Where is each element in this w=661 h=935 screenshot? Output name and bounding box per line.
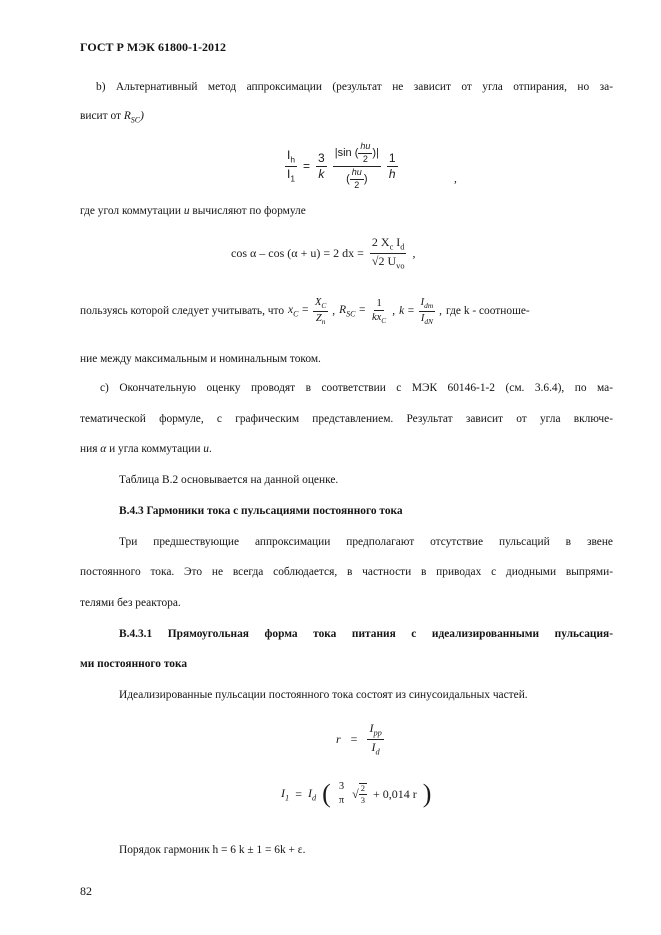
- item-b-sub: SC: [130, 115, 141, 125]
- item-c-line3: ния α и угла коммутации u.: [80, 443, 212, 455]
- item-b-line1: b) Альтернативный метод аппроксимации (результат не зависит от угла отпирания, но за-: [96, 81, 613, 93]
- formula-2-comma: ,: [412, 245, 416, 260]
- section-b43-title: В.4.3 Гармоники тока с пульсациями постоянного тока: [119, 505, 403, 517]
- formula-2-lhs: cos α – cos (α + u) = 2 dx =: [231, 245, 364, 260]
- commutation-text: где угол коммутации u вычисляют по формуле: [80, 205, 306, 217]
- document-header: ГОСТ Р МЭК 61800-1-2012: [80, 40, 226, 54]
- formula-3: r = $\frac{I_{pp}}{I_d}$: [336, 721, 382, 757]
- formula-1-comma: ,: [454, 173, 457, 185]
- formula-1-lhs: $\frac{I_h}{I_1}$: [287, 148, 296, 184]
- para-b43-line1: Три предшествующие аппроксимации предполагают отсутствие пульсаций в звене: [119, 536, 613, 548]
- page-number: 82: [80, 884, 92, 898]
- item-c-line2: тематической формуле, с графическим представлением. Результат зависит от угла включе-: [80, 413, 613, 425]
- using-line-2: ние между максимальным и номинальным током.: [80, 353, 321, 365]
- formula-2-fraction: $\frac{2 X_c I_d}{√2 U_{vo}}$: [371, 235, 405, 271]
- harmonic-order: Порядок гармоник h = 6 k ± 1 = 6k + ε.: [119, 844, 306, 856]
- formula-1-sin: |sin ( $\frac{hu}{2}$ )| ( $\frac{hu}{2}$ ): [334, 141, 379, 190]
- formula-1-k: $\frac{3}{k}$: [318, 150, 325, 181]
- formula-1-eq: =: [303, 159, 311, 174]
- section-b431-title-line2: ми постоянного тока: [80, 658, 188, 670]
- item-b-close: ): [140, 110, 144, 122]
- formula-1: [285, 142, 398, 191]
- table-note: Таблица В.2 основывается на данной оценке.: [119, 474, 339, 486]
- item-c-line1: c) Окончательную оценку проводят в соответствии с МЭК 60146-1-2 (см. 3.6.4), по ма-: [100, 382, 613, 394]
- using-line: пользуясь которой следует учитывать, что $x_C$ = $\frac{X_C}{Z_n}$ , $R_{SC}$ = $\frac{1}{kx_C}$ , k = $\frac{I_{dm}}{I_{dN}}$ , где k - соотноше-: [80, 297, 530, 327]
- section-b431-title-line1: В.4.3.1 Прямоугольная форма тока питания с идеализированными пульсация-: [119, 628, 613, 640]
- formula-4: $I_1$ = $I_d$ ( 3 π √ $\frac{2}{3}$ + 0,014 r ): [281, 779, 432, 808]
- formula-2: [231, 236, 416, 270]
- para-b431: Идеализированные пульсации постоянного тока состоят из синусоидальных частей.: [119, 689, 528, 701]
- item-b-line2: [80, 109, 144, 127]
- item-b-text: висит от: [80, 110, 124, 122]
- para-b43-line2: постоянного тока. Это не всегда соблюдается, в частности в приводах с диодными выпрями-: [80, 566, 613, 578]
- para-b43-line3: телями без реактора.: [80, 597, 181, 609]
- item-b-var: R: [123, 110, 131, 122]
- formula-1-h: $\frac{1}{h}$: [388, 150, 396, 181]
